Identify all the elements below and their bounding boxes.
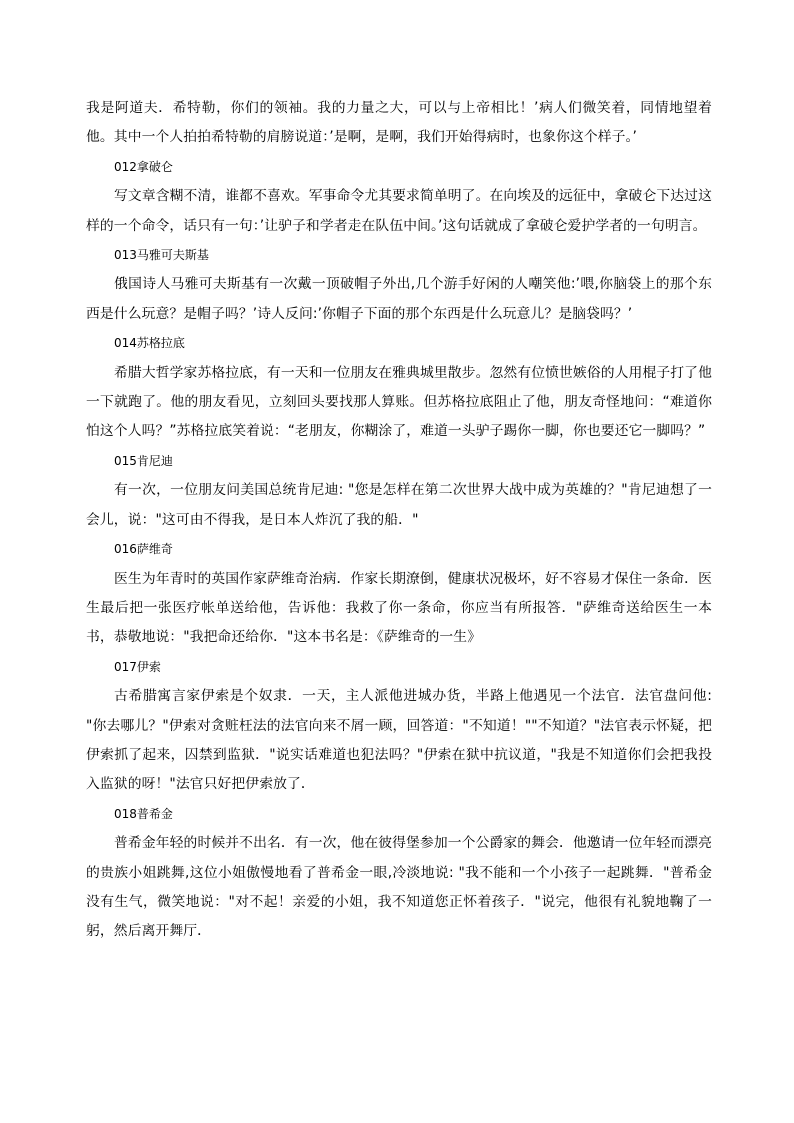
paragraph-mayakovsky: 俄国诗人马雅可夫斯基有一次戴一顶破帽子外出,几个游手好闲的人嘲笑他:’喂,你脑袋上的那个东西是什么玩意？是帽子吗？’诗人反问:’你帽子下面的那个东西是什么玩意儿？是脑袋吗？’ [86,276,712,322]
paragraph-socrates: 希腊大哲学家苏格拉底，有一天和一位朋友在雅典城里散步。忽然有位愤世嫉俗的人用棍子打了他一下就跑了。他的朋友看见，立刻回头要找那人算账。但苏格拉底阻止了他，朋友奇怪地问：“难道你怕这个人吗？”苏格拉底笑着说：“老朋友，你糊涂了，难道一头驴子踢你一脚，你也要还它一脚吗？” [86,364,712,440]
paragraph-napoleon: 写文章含糊不清，谁都不喜欢。军事命令尤其要求简单明了。在向埃及的远征中，拿破仑下达过这样的一个命令，话只有一句：’让驴子和学者走在队伍中间。’这句话就成了拿破仑爱护学者的一句明言。 [86,188,712,234]
paragraph-kennedy: 有一次，一位朋友问美国总统肯尼迪: "您是怎样在第二次世界大战中成为英雄的？"肯尼迪想了一会儿，说："这可由不得我，是日本人炸沉了我的船．" [86,482,712,528]
section-heading-aesop: 017伊索 [114,659,161,674]
section-heading-savage: 016萨维奇 [114,542,173,557]
paragraph-savage: 医生为年青时的英国作家萨维奇治病．作家长期潦倒，健康状况极坏，好不容易才保住一条命．医生最后把一张医疗帐单送给他，告诉他：我救了你一条命，你应当有所报答．"萨维奇送给医生一本书，恭敬地说："我把命还给你．"这本书名是：《萨维奇的一生》 [86,570,712,646]
paragraph-hitler-ending: 我是阿道夫．希特勒，你们的领袖。我的力量之大，可以与上帝相比！’病人们微笑着，同情地望着他。其中一个人拍拍希特勒的肩膀说道：’是啊，是啊，我们开始得病时，也象你这个样子。’ [86,100,712,146]
paragraph-pushkin: 普希金年轻的时候并不出名．有一次，他在彼得堡参加一个公爵家的舞会．他邀请一位年轻而漂亮的贵族小姐跳舞,这位小姐傲慢地看了普希金一眼,冷淡地说: "我不能和一个小孩子一起跳舞．"普希金没有生气，微笑地说："对不起！亲爱的小姐，我不知道您正怀着孩子．"说完，他很有礼貌地鞠了一躬，然后离开舞厅． [86,835,712,940]
section-heading-mayakovsky: 013马雅可夫斯基 [114,248,209,263]
section-heading-pushkin: 018普希金 [114,806,173,821]
document-body [86,94,712,947]
section-heading-kennedy: 015肯尼迪 [114,453,173,468]
section-heading-socrates: 014苏格拉底 [114,336,185,351]
section-heading-napoleon: 012拿破仑 [114,159,173,174]
paragraph-aesop: 古希腊寓言家伊索是个奴隶．一天，主人派他进城办货，半路上他遇见一个法官．法官盘问他: "你去哪儿？"伊索对贪赃枉法的法官向来不屑一顾，回答道："不知道！""不知道？"法官表示怀疑，把伊索抓了起来，囚禁到监狱．"说实话难道也犯法吗？"伊索在狱中抗议道，"我是不知道你们会把我投入监狱的呀！"法官只好把伊索放了． [86,688,712,793]
